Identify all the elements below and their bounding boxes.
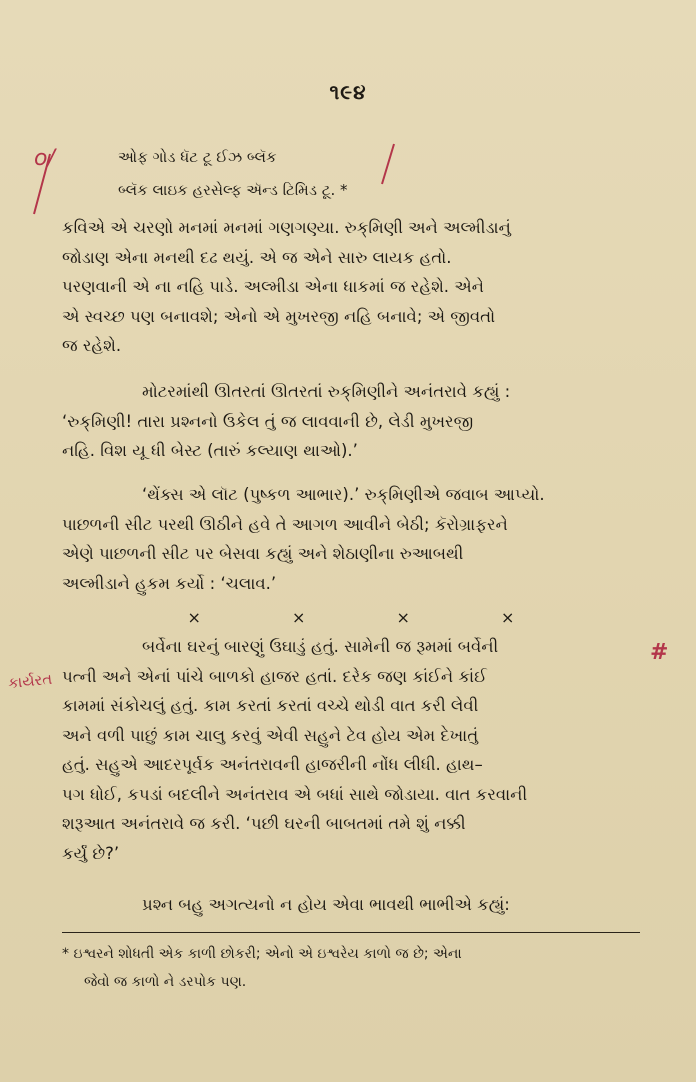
text-line: પ્રશ્ન બહુ અગત્યનો ન હોય એવા ભાવથી ભાભીએ કહ્યું: [142, 895, 510, 914]
text-line: પરણવાની એ ના નહિ પાડે. અલ્મીડા એના ધાકમાં જ રહેશે. એને [62, 277, 484, 296]
margin-slash-mark [28, 150, 58, 220]
text-line: જ રહેશે. [62, 336, 122, 355]
footnote-rule [62, 932, 640, 933]
footnote-line: * ઇશ્વરને શોધતી એક કાળી છોકરી; એનો એ ઇશ્વરેય કાળો જ છે; એના [62, 946, 462, 962]
section-break-mark: × [396, 608, 410, 627]
text-line: પગ ધોઈ, કપડાં બદલીને અનંતરાવ એ બધાં સાથે જોડાયા. વાત કરવાની [62, 784, 528, 804]
text-line: કામમાં સંકોચલું હતું. કામ કરતાં કરતાં વચ્ચે થોડી વાત કરી લેવી [62, 696, 479, 715]
margin-correction-word: કાર્યરત [7, 669, 54, 693]
text-line: કર્યું છે?’ [62, 843, 120, 863]
text-line: બર્વેના ઘરનું બારણું ઉઘાડું હતું. સામેની જ રૂમમાં બર્વેની [142, 637, 499, 656]
epigraph-slash-mark [378, 142, 398, 188]
paragraph [62, 213, 640, 361]
margin-fraction-mark: o/ [34, 146, 55, 171]
paragraph [62, 890, 640, 920]
section-break-mark: × [292, 608, 306, 627]
text-line: નહિ. વિશ યૂ ધી બેસ્ટ (તારું કલ્યાણ થાઓ).’ [62, 441, 358, 460]
footnote [62, 940, 640, 996]
margin-hash-mark: # [650, 640, 669, 665]
text-line: પત્ની અને એનાં પાંચે બાળકો હાજર હતાં. દરેક જણ કાંઈને કાંઈ [62, 666, 487, 686]
section-break-mark: × [187, 608, 201, 627]
paragraph [62, 377, 640, 466]
text-line: કવિએ એ ચરણો મનમાં મનમાં ગણગણ્યા. રુક્‌મિણી અને અલ્મીડાનું [62, 218, 511, 237]
text-line: અને વળી પાછું કામ ચાલુ કરવું એવી સહુને ટેવ હોય એમ દેખાતું [62, 725, 479, 745]
epigraph-line: ઓફ ગોડ ધૅટ ટૂ ઈઝ બ્લૅક [118, 148, 277, 166]
text-line: જોડાણ એના મનથી દઢ થયું. એ જ એને સારુ લાયક હતો. [62, 247, 452, 267]
section-break [62, 608, 640, 627]
paragraph [62, 632, 640, 868]
text-line: ‘રુક્‌મિણી! તારા પ્રશ્નનો ઉકેલ તું જ લાવવાની છે, લેડી મુખરજી [62, 411, 474, 431]
section-break-mark: × [501, 608, 515, 627]
text-line: એ સ્વચ્છ પણ બનાવશે; એનો એ મુખરજી નહિ બનાવે; એ જીવતો [62, 306, 496, 326]
text-line: અલ્મીડાને હુકમ કર્યો : ‘ચલાવ.’ [62, 573, 277, 593]
epigraph-line: બ્લૅક લાઇક હરસેલ્ફ ઍન્ડ ટિમિડ ટૂ. * [118, 181, 348, 199]
page-number: ૧૯૪ [329, 80, 367, 104]
text-line: પાછળની સીટ પરથી ઊઠીને હવે તે આગળ આવીને બેઠી; કૅરોગ્રાફરને [62, 514, 508, 534]
footnote-line: જેવો જ કાળો ને ડરપોક પણ. [84, 974, 247, 990]
paragraph [62, 480, 640, 598]
text-line: હતું. સહુએ આદરપૂર્વક અનંતરાવની હાજરીની નોંધ લીધી. હાથ– [62, 755, 483, 774]
text-line: એણે પાછળની સીટ પર બેસવા કહ્યું અને શેઠાણીના રુઆબથી [62, 544, 464, 563]
text-line: મોટરમાંથી ઊતરતાં ઊતરતાં રુક્‌મિણીને અનંતરાવે કહ્યું : [142, 382, 511, 401]
text-line: શરૂઆત અનંતરાવે જ કરી. ‘પછી ઘરની બાબતમાં તમે શું નક્કી [62, 814, 466, 833]
text-line: ‘થેંક્સ એ લૉટ (પુષ્કળ આભાર).’ રુક્‌મિણીએ જવાબ આપ્યો. [142, 485, 545, 504]
